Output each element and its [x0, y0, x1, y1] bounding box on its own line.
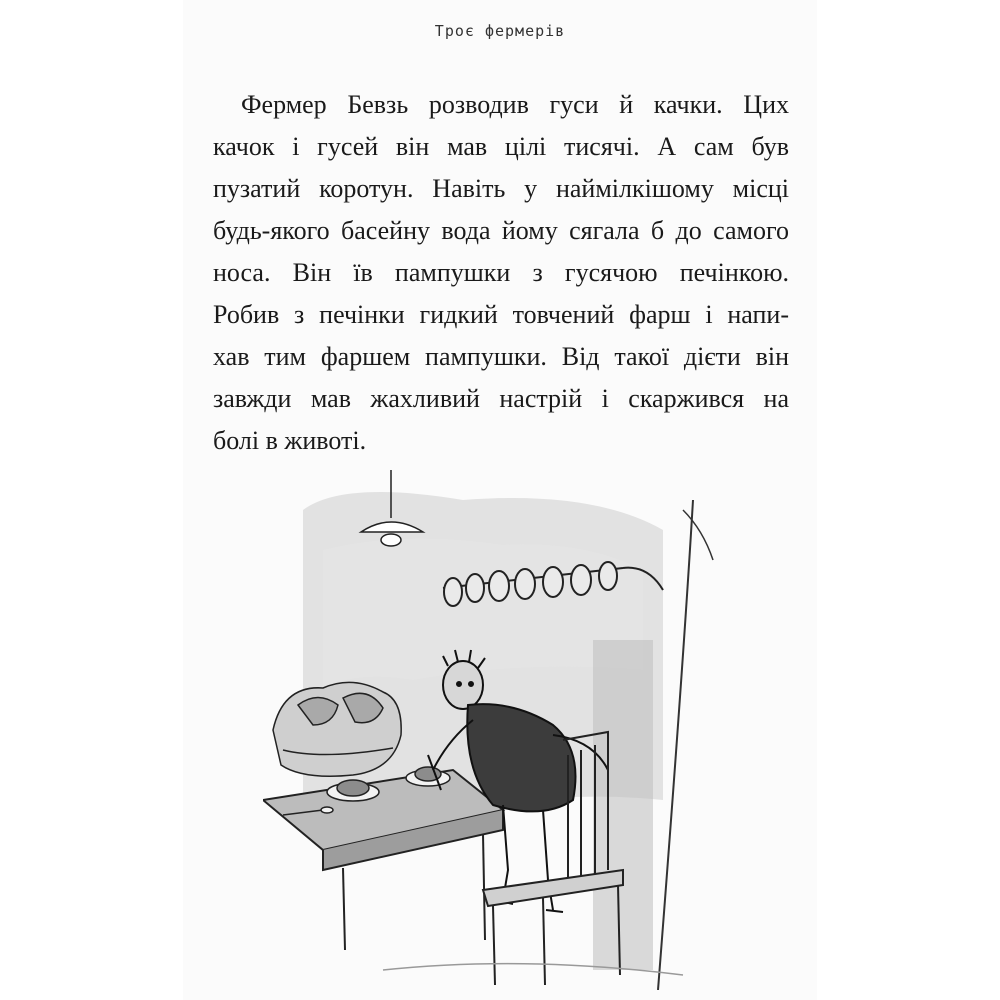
- book-page: [183, 0, 817, 1000]
- running-head: Троє фермерів: [434, 22, 566, 40]
- body-paragraph: [213, 84, 789, 462]
- paragraph-line: завжди мав жахливий настрій і скаржився на: [213, 384, 789, 413]
- paragraph-line: болі в животі.: [213, 426, 367, 455]
- paragraph-line: Фермер Бевзь розводив гуси й качки. Цих: [241, 90, 789, 119]
- paragraph-line: качок і гусей він мав цілі тисячі. А сам був: [213, 132, 789, 161]
- paragraph-line: носа. Він їв пампушки з гусячою печінкою.: [213, 258, 789, 287]
- doorway: [593, 640, 653, 970]
- paragraph-line: пузатий коротун. Навіть у наймілкішому місці: [213, 174, 789, 203]
- paragraph-line: хав тим фаршем пампушки. Від такої дієти він: [213, 342, 789, 371]
- broom-handle: [658, 500, 693, 990]
- farmer-illustration: [263, 470, 723, 990]
- goose-heap: [273, 682, 401, 776]
- table: [263, 770, 503, 950]
- paragraph-line: Робив з печінки гидкий товчений фарш і напи-: [213, 300, 789, 329]
- paragraph-line: будь-якого басейну вода йому сягала б до самого: [213, 216, 789, 245]
